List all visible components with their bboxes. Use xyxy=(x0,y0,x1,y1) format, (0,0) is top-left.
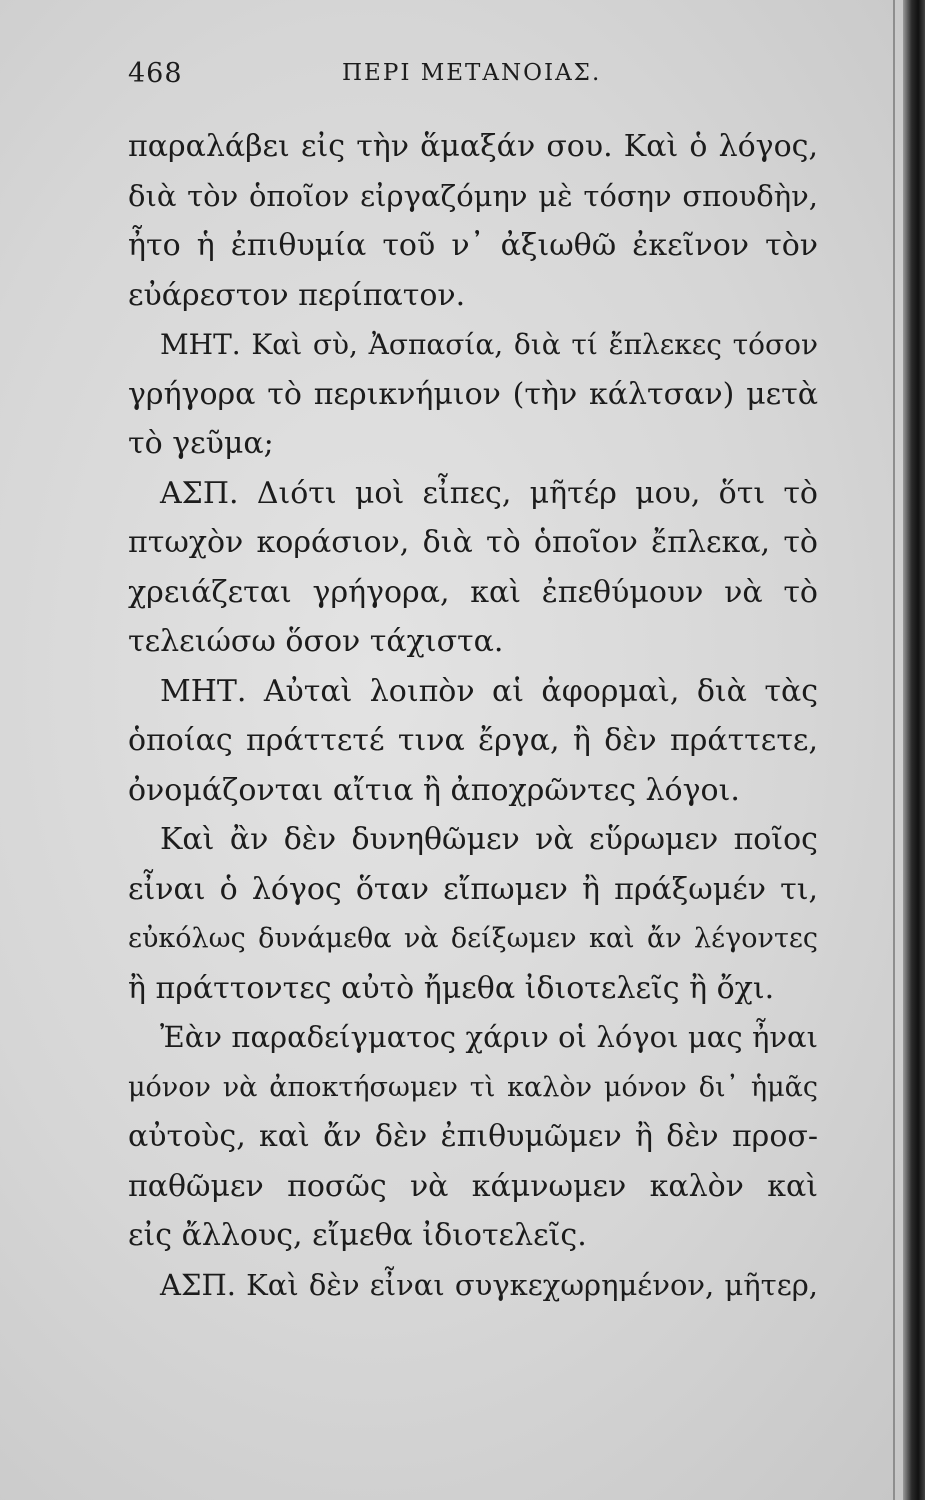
text-line: τὸ γεῦμα; xyxy=(128,426,274,461)
text-line: Ἐὰν παραδείγματος χάριν οἱ λόγοι μας ἦναι xyxy=(160,1020,818,1054)
text-line: ἦτο ἡ ἐπιθυμία τοῦ ν᾽ ἀξιωθῶ ἐκεῖνον τὸν xyxy=(128,228,818,263)
text-line: Καὶ ἂν δὲν δυνηθῶμεν νὰ εὕρωμεν ποῖος xyxy=(160,822,818,857)
text-line: ἢ πράττοντες αὐτὸ ἤμεθα ἰδιοτελεῖς ἢ ὄχι. xyxy=(128,970,775,1006)
text-line: πτωχὸν κοράσιον, διὰ τὸ ὁποῖον ἔπλεκα, τὸ xyxy=(128,525,818,560)
text-line: διὰ τὸν ὁποῖον εἰργαζόμην μὲ τόσην σπουδὴν, xyxy=(128,178,818,213)
text-line: ὀνομάζονται αἴτια ἢ ἀποχρῶντες λόγοι. xyxy=(128,772,740,808)
text-line: χρειάζεται γρήγορα, καὶ ἐπεθύμουν νὰ τὸ xyxy=(128,574,818,610)
text-line: εἰς ἄλλους, εἴμεθα ἰδιοτελεῖς. xyxy=(128,1218,587,1253)
text-line: ΑΣΠ. Διότι μοὶ εἶπες, μῆτέρ μου, ὅτι τὸ xyxy=(160,475,818,511)
text-line: αὐτοὺς, καὶ ἄν δὲν ἐπιθυμῶμεν ἢ δὲν προσ- xyxy=(128,1119,818,1154)
book-gutter xyxy=(903,0,925,1500)
body-text xyxy=(128,122,818,1310)
text-line: ΑΣΠ. Καὶ δὲν εἶναι συγκεχωρημένον, μῆτερ, xyxy=(160,1267,818,1302)
text-line: εὐκόλως δυνάμεθα νὰ δείξωμεν καὶ ἄν λέγοντες xyxy=(128,923,818,954)
page-header xyxy=(128,58,828,102)
text-line: τελειώσω ὅσον τάχιστα. xyxy=(128,624,504,659)
text-line: εὐάρεστον περίπατον. xyxy=(128,277,466,313)
text-line: ΜΗΤ. Αὐταὶ λοιπὸν αἱ ἀφορμαὶ, διὰ τὰς xyxy=(160,673,818,709)
text-line: ΜΗΤ. Καὶ σὺ, Ἀσπασία, διὰ τί ἔπλεκες τόσον xyxy=(160,328,818,361)
text-line: ὁποίας πράττετέ τινα ἔργα, ἢ δὲν πράττετε, xyxy=(128,723,818,758)
text-line: παθῶμεν ποσῶς νὰ κάμνωμεν καλὸν καὶ xyxy=(128,1168,818,1204)
text-line: μόνον νὰ ἀποκτήσωμεν τὶ καλὸν μόνον δι᾽ ἡμᾶς xyxy=(128,1071,818,1103)
text-line: εἶναι ὁ λόγος ὅταν εἴπωμεν ἢ πράξωμέν τι, xyxy=(128,871,818,907)
page-edge-line xyxy=(893,0,895,1500)
running-head: ΠΕΡΙ ΜΕΤΑΝΟΙΑΣ. xyxy=(342,60,602,86)
text-line: παραλάβει εἰς τὴν ἅμαξάν σου. Καὶ ὁ λόγος, xyxy=(128,129,818,164)
page-number: 468 xyxy=(128,58,183,89)
text-line: γρήγορα τὸ περικνήμιον (τὴν κάλτσαν) μετὰ xyxy=(128,376,818,412)
